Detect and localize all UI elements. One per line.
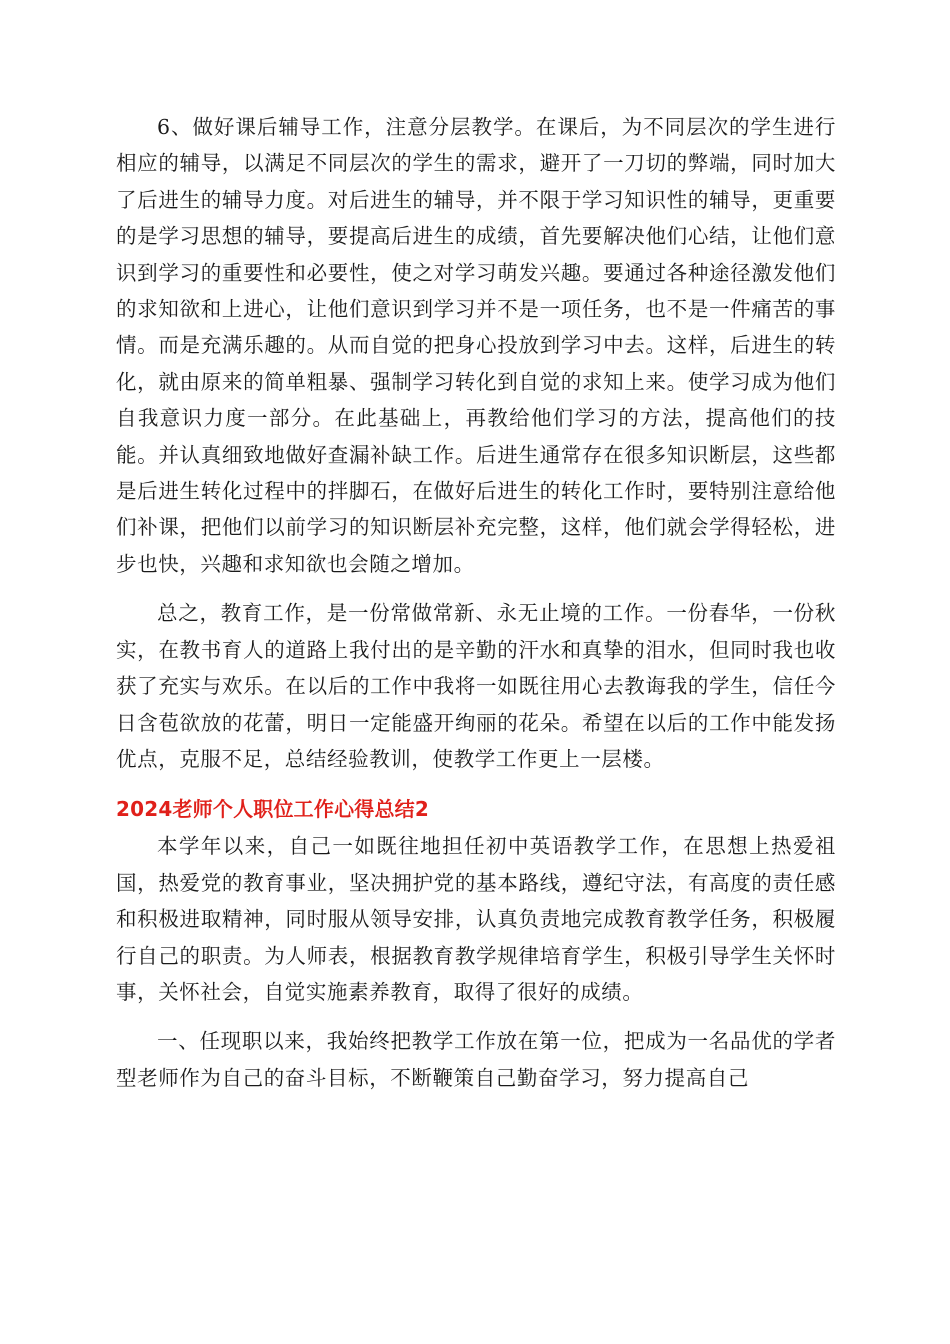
paragraph-summary: 总之，教育工作，是一份常做常新、永无止境的工作。一份春华，一份秋实，在教书育人的道路上我付出的是辛勤的汗水和真挚的泪水，但同时我也收获了充实与欢乐。在以后的工作中我将一如既往用心去教诲我的学生，信任今日含苞欲放的花蕾，明日一定能盛开绚丽的花朵。希望在以后的工作中能发扬优点，克服不足，总结经验教训，使教学工作更上一层楼。 (116, 601, 836, 771)
paragraph-point-one: 一、任现职以来，我始终把教学工作放在第一位，把成为一名品优的学者型老师作为自己的奋斗目标，不断鞭策自己勤奋学习，努力提高自己 (116, 1029, 836, 1090)
section-heading: 2024老师个人职位工作心得总结2 (116, 797, 429, 822)
paragraph-tutoring: 6、做好课后辅导工作，注意分层教学。在课后，为不同层次的学生进行相应的辅导，以满足不同层次的学生的需求，避开了一刀切的弊端，同时加大了后进生的辅导力度。对后进生的辅导，并不限于学习知识性的辅导，更重要的是学习思想的辅导，要提高后进生的成绩，首先要解决他们心结，让他们意识到学习的重要性和必要性，使之对学习萌发兴趣。要通过各种途径激发他们的求知欲和上进心，让他们意识到学习并不是一项任务，也不是一件痛苦的事情。而是充满乐趣的。从而自觉的把身心投放到学习中去。这样，后进生的转化，就由原来的简单粗暴、强制学习转化到自觉的求知上来。使学习成为他们自我意识力度一部分。在此基础上，再教给他们学习的方法，提高他们的技能。并认真细致地做好查漏补缺工作。后进生通常存在很多知识断层，这些都是后进生转化过程中的拌脚石，在做好后进生的转化工作时，要特别注意给他们补课，把他们以前学习的知识断层补充完整，这样，他们就会学得轻松，进步也快，兴趣和求知欲也会随之增加。 (116, 115, 836, 576)
document-body (116, 109, 836, 1096)
paragraph-intro: 本学年以来，自己一如既往地担任初中英语教学工作，在思想上热爱祖国，热爱党的教育事业，坚决拥护党的基本路线，遵纪守法，有高度的责任感和积极进取精神，同时服从领导安排，认真负责地完成教育教学任务，积极履行自己的职责。为人师表，根据教育教学规律培育学生，积极引导学生关怀时事，关怀社会，自觉实施素养教育，取得了很好的成绩。 (116, 834, 836, 1004)
